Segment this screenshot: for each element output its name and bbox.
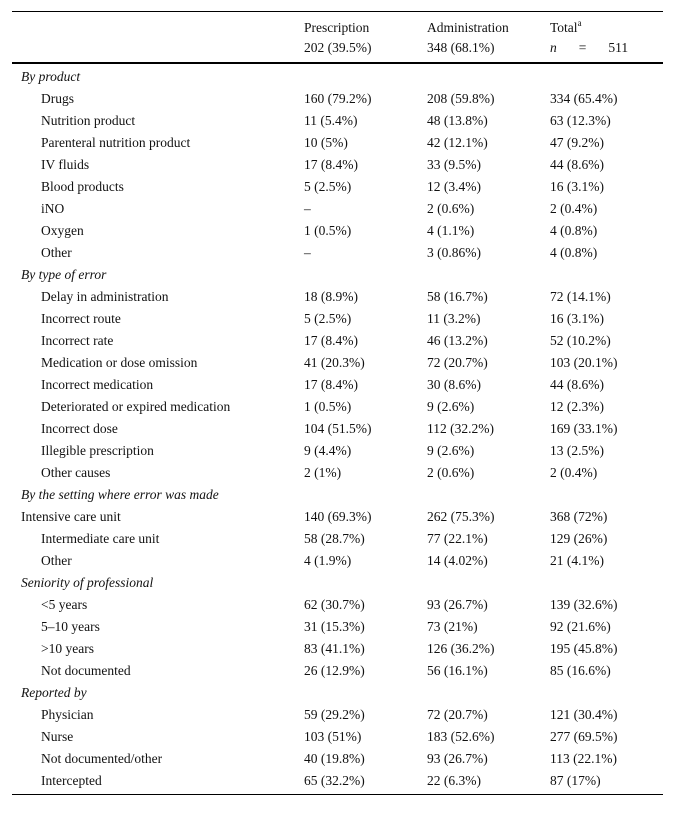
administration-cell: 12 (3.4%)	[427, 179, 481, 194]
header-total-footnote-mark: a	[577, 18, 582, 28]
administration-cell: 208 (59.8%)	[427, 91, 495, 106]
prescription-cell: 4 (1.9%)	[304, 553, 352, 568]
prescription-cell: 62 (30.7%)	[304, 597, 365, 612]
total-cell: 92 (21.6%)	[550, 619, 611, 634]
row-label: Physician	[41, 707, 94, 722]
total-cell: 4 (0.8%)	[550, 223, 598, 238]
table-row	[12, 594, 663, 616]
prescription-cell: 41 (20.3%)	[304, 355, 365, 370]
row-label: Incorrect route	[41, 311, 121, 326]
administration-cell: 3 (0.86%)	[427, 245, 481, 260]
prescription-cell: 104 (51.5%)	[304, 421, 372, 436]
administration-cell: 72 (20.7%)	[427, 355, 488, 370]
row-label: Parenteral nutrition product	[41, 135, 191, 150]
total-cell: 44 (8.6%)	[550, 157, 604, 172]
section-heading-row	[12, 264, 663, 286]
total-cell: 72 (14.1%)	[550, 289, 611, 304]
row-label: >10 years	[41, 641, 94, 656]
total-cell: 195 (45.8%)	[550, 641, 618, 656]
header-administration-title: Administration	[427, 20, 509, 35]
table-row	[12, 748, 663, 770]
row-label: Other	[41, 245, 72, 260]
row-label: Incorrect dose	[41, 421, 118, 436]
prescription-cell: 10 (5%)	[304, 135, 348, 150]
table-row	[12, 396, 663, 418]
table-row	[12, 704, 663, 726]
table-row	[12, 154, 663, 176]
header-prescription-title: Prescription	[304, 20, 370, 35]
row-label: Not documented	[41, 663, 131, 678]
total-cell: 368 (72%)	[550, 509, 608, 524]
table-row	[12, 352, 663, 374]
section-heading: By product	[21, 69, 81, 84]
table-row	[12, 550, 663, 572]
table-row	[12, 88, 663, 110]
header-total-n-value: 511	[608, 40, 629, 55]
prescription-cell: –	[304, 245, 311, 260]
prescription-cell: 9 (4.4%)	[304, 443, 352, 458]
total-cell: 21 (4.1%)	[550, 553, 604, 568]
total-cell: 16 (3.1%)	[550, 311, 604, 326]
total-cell: 277 (69.5%)	[550, 729, 618, 744]
prescription-cell: 5 (2.5%)	[304, 311, 352, 326]
table-row	[12, 638, 663, 660]
row-label: Blood products	[41, 179, 124, 194]
section-heading-row	[12, 682, 663, 704]
table-header	[12, 12, 663, 62]
table-row	[12, 440, 663, 462]
prescription-cell: 83 (41.1%)	[304, 641, 365, 656]
table-row	[12, 660, 663, 682]
prescription-cell: 31 (15.3%)	[304, 619, 365, 634]
table-row	[12, 330, 663, 352]
administration-cell: 126 (36.2%)	[427, 641, 495, 656]
header-total-equals: =	[578, 40, 587, 55]
table-row	[12, 418, 663, 440]
table-row	[12, 308, 663, 330]
table-row	[12, 462, 663, 484]
total-cell: 121 (30.4%)	[550, 707, 618, 722]
total-cell: 63 (12.3%)	[550, 113, 611, 128]
table-bottom-rule	[12, 794, 663, 795]
administration-cell: 11 (3.2%)	[427, 311, 481, 326]
prescription-cell: 65 (32.2%)	[304, 773, 365, 788]
administration-cell: 14 (4.02%)	[427, 553, 488, 568]
header-administration	[427, 18, 509, 58]
administration-cell: 9 (2.6%)	[427, 399, 475, 414]
prescription-cell: 1 (0.5%)	[304, 223, 352, 238]
prescription-cell: –	[304, 201, 311, 216]
administration-cell: 56 (16.1%)	[427, 663, 488, 678]
administration-cell: 2 (0.6%)	[427, 201, 475, 216]
total-cell: 47 (9.2%)	[550, 135, 604, 150]
row-label: IV fluids	[41, 157, 90, 172]
row-label: Intensive care unit	[21, 509, 121, 524]
header-total-n-symbol: n	[550, 40, 557, 55]
table-row	[12, 220, 663, 242]
table-row	[12, 110, 663, 132]
administration-cell: 46 (13.2%)	[427, 333, 488, 348]
row-label: iNO	[41, 201, 65, 216]
total-cell: 85 (16.6%)	[550, 663, 611, 678]
total-cell: 334 (65.4%)	[550, 91, 618, 106]
header-total-n	[550, 38, 628, 58]
row-label: Oxygen	[41, 223, 84, 238]
total-cell: 52 (10.2%)	[550, 333, 611, 348]
row-label: Intermediate care unit	[41, 531, 160, 546]
administration-cell: 4 (1.1%)	[427, 223, 475, 238]
section-heading: By the setting where error was made	[21, 487, 219, 502]
administration-cell: 42 (12.1%)	[427, 135, 488, 150]
administration-cell: 30 (8.6%)	[427, 377, 481, 392]
total-cell: 4 (0.8%)	[550, 245, 598, 260]
prescription-cell: 160 (79.2%)	[304, 91, 372, 106]
prescription-cell: 140 (69.3%)	[304, 509, 372, 524]
administration-cell: 183 (52.6%)	[427, 729, 495, 744]
table-row	[12, 374, 663, 396]
administration-cell: 93 (26.7%)	[427, 597, 488, 612]
section-heading-row	[12, 572, 663, 594]
prescription-cell: 26 (12.9%)	[304, 663, 365, 678]
section-heading: By type of error	[21, 267, 107, 282]
prescription-cell: 17 (8.4%)	[304, 157, 358, 172]
header-total	[550, 18, 628, 58]
table-row	[12, 198, 663, 220]
header-administration-count: 348 (68.1%)	[427, 40, 495, 55]
prescription-cell: 11 (5.4%)	[304, 113, 358, 128]
row-label: Delay in administration	[41, 289, 169, 304]
prescription-cell: 1 (0.5%)	[304, 399, 352, 414]
medication-error-table	[12, 11, 663, 795]
total-cell: 103 (20.1%)	[550, 355, 618, 370]
section-heading: Seniority of professional	[21, 575, 154, 590]
administration-cell: 9 (2.6%)	[427, 443, 475, 458]
table-row	[12, 176, 663, 198]
row-label: Nutrition product	[41, 113, 136, 128]
total-cell: 12 (2.3%)	[550, 399, 604, 414]
prescription-cell: 40 (19.8%)	[304, 751, 365, 766]
prescription-cell: 58 (28.7%)	[304, 531, 365, 546]
row-label: Medication or dose omission	[41, 355, 198, 370]
total-cell: 169 (33.1%)	[550, 421, 618, 436]
administration-cell: 77 (22.1%)	[427, 531, 488, 546]
section-heading: Reported by	[21, 685, 87, 700]
row-label: 5–10 years	[41, 619, 100, 634]
row-label: Illegible prescription	[41, 443, 154, 458]
administration-cell: 93 (26.7%)	[427, 751, 488, 766]
header-total-title-line	[550, 18, 628, 38]
row-label: Drugs	[41, 91, 74, 106]
table-row	[12, 528, 663, 550]
header-total-title: Total	[550, 20, 578, 35]
administration-cell: 2 (0.6%)	[427, 465, 475, 480]
row-label: Incorrect medication	[41, 377, 154, 392]
section-heading-row	[12, 484, 663, 506]
administration-cell: 72 (20.7%)	[427, 707, 488, 722]
prescription-cell: 59 (29.2%)	[304, 707, 365, 722]
row-label: Deteriorated or expired medication	[41, 399, 231, 414]
table-row	[12, 770, 663, 792]
total-cell: 113 (22.1%)	[550, 751, 617, 766]
header-prescription-count: 202 (39.5%)	[304, 40, 372, 55]
table-row	[12, 726, 663, 748]
total-cell: 2 (0.4%)	[550, 201, 598, 216]
total-cell: 129 (26%)	[550, 531, 608, 546]
row-label: Intercepted	[41, 773, 102, 788]
administration-cell: 262 (75.3%)	[427, 509, 495, 524]
total-cell: 2 (0.4%)	[550, 465, 598, 480]
row-label: Not documented/other	[41, 751, 163, 766]
administration-cell: 48 (13.8%)	[427, 113, 488, 128]
section-heading-row	[12, 66, 663, 88]
row-label: Nurse	[41, 729, 74, 744]
prescription-cell: 2 (1%)	[304, 465, 342, 480]
table-row	[12, 242, 663, 264]
table-row	[12, 616, 663, 638]
prescription-cell: 18 (8.9%)	[304, 289, 358, 304]
administration-cell: 22 (6.3%)	[427, 773, 481, 788]
total-cell: 87 (17%)	[550, 773, 601, 788]
administration-cell: 33 (9.5%)	[427, 157, 481, 172]
row-label: Other	[41, 553, 72, 568]
prescription-cell: 17 (8.4%)	[304, 377, 358, 392]
prescription-cell: 17 (8.4%)	[304, 333, 358, 348]
total-cell: 13 (2.5%)	[550, 443, 604, 458]
prescription-cell: 5 (2.5%)	[304, 179, 352, 194]
total-cell: 16 (3.1%)	[550, 179, 604, 194]
row-label: <5 years	[41, 597, 88, 612]
table-row	[12, 286, 663, 308]
administration-cell: 73 (21%)	[427, 619, 478, 634]
table-row	[12, 132, 663, 154]
table-body	[12, 64, 663, 794]
administration-cell: 58 (16.7%)	[427, 289, 488, 304]
administration-cell: 112 (32.2%)	[427, 421, 494, 436]
prescription-cell: 103 (51%)	[304, 729, 362, 744]
header-prescription	[304, 18, 372, 58]
row-label: Incorrect rate	[41, 333, 114, 348]
total-cell: 139 (32.6%)	[550, 597, 618, 612]
row-label: Other causes	[41, 465, 111, 480]
table-row	[12, 506, 663, 528]
total-cell: 44 (8.6%)	[550, 377, 604, 392]
